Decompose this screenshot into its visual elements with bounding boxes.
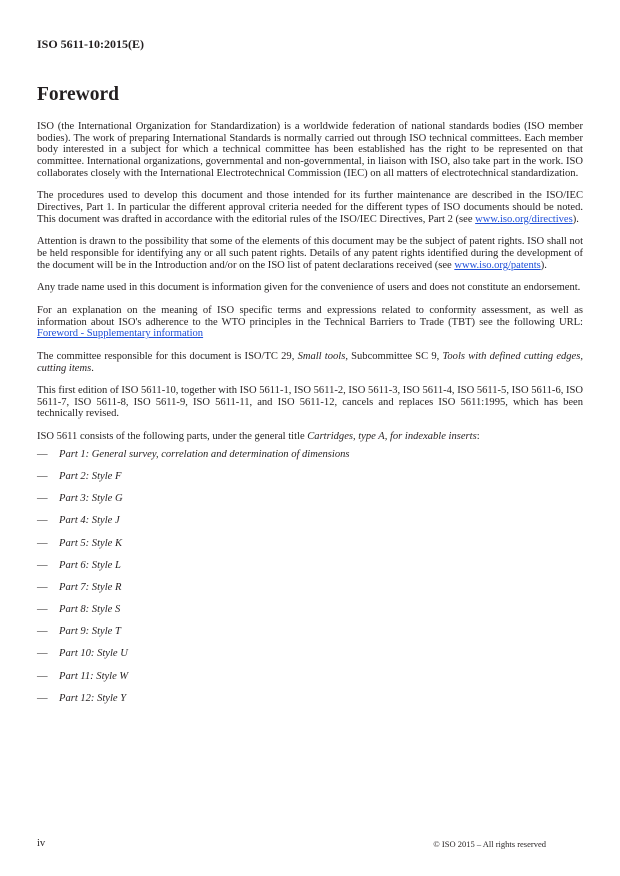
part-title: Part 9: Style T: [59, 626, 121, 638]
paragraph-conformity: [37, 305, 583, 340]
dash-bullet: —: [37, 692, 48, 704]
directives-link[interactable]: www.iso.org/directives: [475, 213, 573, 225]
dash-bullet: —: [37, 537, 48, 549]
list-item: [37, 538, 583, 560]
page-title: Foreword: [37, 84, 119, 105]
list-item: [37, 626, 583, 648]
patents-link[interactable]: www.iso.org/patents: [454, 259, 541, 271]
part-title: Part 12: Style Y: [59, 692, 127, 704]
paragraph-text: For an explanation on the meaning of ISO specific terms and expressions related to conformity assessment, as well as information about ISO's adherence to the WTO principles in the Technical Barriers to Trade (TBT) see the following URL:: [37, 304, 583, 328]
paragraph-procedures: [37, 190, 583, 225]
list-item: [37, 604, 583, 626]
list-item: [37, 648, 583, 670]
paragraph-text: ).: [540, 259, 547, 271]
part-title: Part 11: Style W: [59, 670, 129, 682]
paragraph-text: The procedures used to develop this document and those intended for its further maintenance are described in the ISO/IEC Directives, Part 1. In particular the different approval criteria needed for the different types of ISO documents should be noted. This document was drafted in accordance with the editorial rules of the ISO/IEC Directives, Part 2 (see: [37, 190, 583, 225]
paragraph-committee: [37, 351, 583, 374]
list-item: [37, 449, 583, 471]
document-header: ISO 5611-10:2015(E): [37, 37, 145, 51]
paragraph-text: The committee responsible for this document is ISO/TC 29,: [37, 350, 298, 362]
paragraph-edition: This first edition of ISO 5611-10, together with ISO 5611-1, ISO 5611-2, ISO 5611-3, ISO 5611-4, ISO 5611-5, ISO 5611-6, ISO 5611-7, ISO 5611-8, ISO 5611-9, ISO 5611-11, and ISO 5611-12, cancels and replaces ISO 5611:1995, which has been technically revised.: [37, 385, 583, 420]
part-title: Part 3: Style G: [59, 493, 123, 505]
part-title: Part 8: Style S: [59, 604, 121, 616]
dash-bullet: —: [37, 448, 48, 460]
paragraph-iso-intro: ISO (the International Organization for Standardization) is a worldwide federation of national standards bodies (ISO member bodies). The work of preparing International Standards is normally carried out through ISO technical committees. Each member body interested in a subject for which a technical committee has been established has the right to be represented on that committee. International organizations, governmental and non-governmental, in liaison with ISO, also take part in the work. ISO collaborates closely with the International Electrotechnical Commission (IEC) on all matters of electrotechnical standardization.: [37, 121, 583, 179]
list-item: [37, 582, 583, 604]
list-item: [37, 493, 583, 515]
list-item: [37, 560, 583, 582]
part-title: Part 1: General survey, correlation and determination of dimensions: [59, 448, 350, 460]
dash-bullet: —: [37, 670, 48, 682]
copyright: © ISO 2015 – All rights reserved: [433, 839, 546, 849]
part-title: Part 5: Style K: [59, 537, 122, 549]
dash-bullet: —: [37, 515, 48, 527]
part-title: Part 2: Style F: [59, 470, 122, 482]
general-title: Cartridges, type A, for indexable inserts: [307, 431, 477, 443]
subcommittee-title: Tools with defined cutting edges, cutting items: [37, 350, 583, 374]
dash-bullet: —: [37, 626, 48, 638]
paragraph-text: Attention is drawn to the possibility that some of the elements of this document may be the subject of patent rights. ISO shall not be held responsible for identifying any or all such patent rights. Details of any patent rights identified during the development of the document will be in the Introduction and/or on the ISO list of patent declarations received (see: [37, 236, 583, 271]
dash-bullet: —: [37, 559, 48, 571]
part-title: Part 7: Style R: [59, 581, 122, 593]
dash-bullet: —: [37, 604, 48, 616]
part-title: Part 6: Style L: [59, 559, 121, 571]
dash-bullet: —: [37, 648, 48, 660]
committee-title: Small tools: [297, 350, 346, 362]
list-item: [37, 515, 583, 537]
paragraph-trade-name: Any trade name used in this document is information given for the convenience of users and does not constitute an endorsement.: [37, 282, 581, 294]
part-title: Part 10: Style U: [59, 648, 128, 660]
dash-bullet: —: [37, 470, 48, 482]
dash-bullet: —: [37, 581, 48, 593]
paragraph-text: , Subcommittee SC 9,: [345, 350, 443, 362]
paragraph-text: ISO 5611 consists of the following parts, under the general title: [37, 431, 308, 443]
list-item: [37, 671, 583, 693]
list-item: [37, 693, 583, 715]
list-item: [37, 471, 583, 493]
foreword-body: [37, 121, 583, 715]
paragraph-parts-intro: [37, 431, 583, 443]
page-number: iv: [37, 838, 46, 849]
part-title: Part 4: Style J: [59, 515, 120, 527]
parts-list: [37, 449, 583, 715]
supplementary-info-link[interactable]: Foreword - Supplementary information: [37, 328, 204, 340]
paragraph-text: .: [91, 362, 94, 374]
dash-bullet: —: [37, 493, 48, 505]
paragraph-text: ).: [572, 213, 579, 225]
paragraph-text: :: [476, 431, 480, 443]
paragraph-patents: [37, 236, 583, 271]
